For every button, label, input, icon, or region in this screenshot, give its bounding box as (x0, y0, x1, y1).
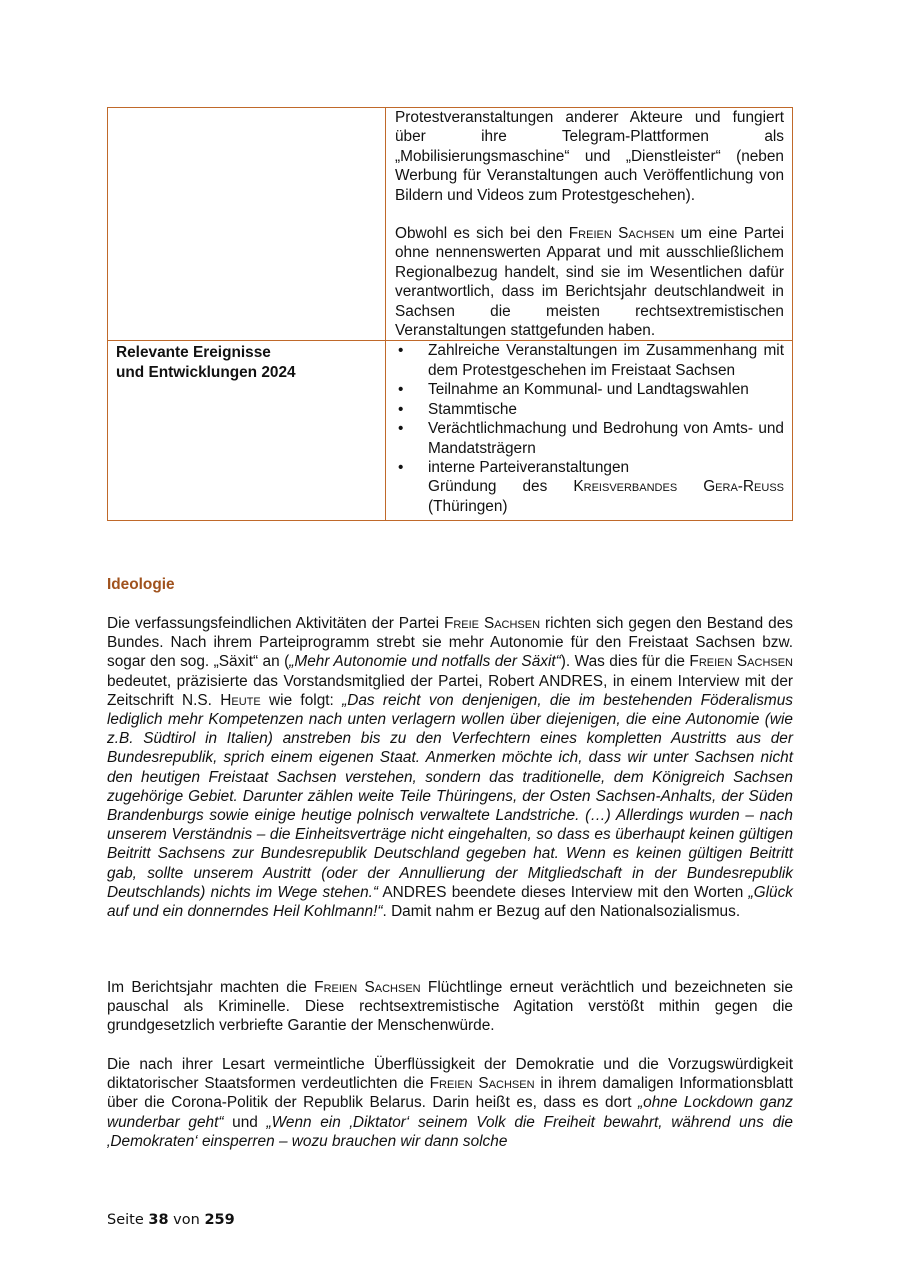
ideology-paragraph-1: Die verfassungsfeindlichen Aktivitäten der Partei Freie Sachsen richten sich gegen den Bestand des Bundes. Nach ihrem Parteiprogramm strebt sie mehr Autonomie für den Freistaat Sachsen bzw. sogar den sog. „Säxit“ an („Mehr Autonomie und notfalls der Säxit“). Was dies für die Freien Sachsen bedeutet, präzisierte das Vorstandsmitglied der Partei, Robert ANDRES, in einem Interview mit der Zeitschrift N.S. Heute wie folgt: „Das reicht von denjenigen, die im bestehenden Föderalismus lediglich mehr Kompetenzen nach unten verlagern wollen über diejenigen, die eine Autonomie (wie z.B. Südtirol in Italien) anstreben bis zu den Verfechtern eines kompletten Austritts aus der Bundesrepublik, sprich einem eigenen Staat. Anmerken möchte ich, dass wir unter Sachsen nicht den heutigen Freistaat Sachsen verstehen, sondern das traditionelle, dem Königreich Sachsen zugehörige Gebiet. Darunter zählen weite Teile Thüringens, der Osten Sachsen-Anhalts, der Süden Brandenburgs sowie einige heutige polnisch verwaltete Landstriche. (…) Allerdings wurden – nach unserem Verständnis – die Einheitsverträge nicht eingehalten, so dass es überhaupt keinen gültigen Beitritt Sachsens zur Bundesrepublik Deutschland gegeben hat. Wenn es keinen gültigen Beitritt gab, sollte unserem Austritt (oder der Annullierung der Mitgliedschaft in der Bundesrepublik Deutschlands) nichts im Wege stehen.“ ANDRES beendete dieses Interview mit den Worten „Glück auf und ein donnerndes Heil Kohlmann!“. Damit nahm er Bezug auf den Nationalsozialismus. (107, 615, 794, 921)
info-table (107, 107, 793, 521)
table-cell-label (108, 341, 386, 521)
page-number: 38 (148, 1212, 169, 1228)
section-title: Ideologie (107, 576, 175, 593)
bullet-icon: • (398, 458, 404, 476)
description-paragraph-2: Obwohl es sich bei den Freien Sachsen um eine Partei ohne nennenswerten Apparat und mit ausschließlichem Regionalbezug handelt, sind sie im Wesentlichen dafür verantwortlich, dass im Berichtsjahr deutschlandweit in Sachsen die meisten rechtsextremistischen Veranstaltungen stattgefunden haben. (395, 225, 785, 340)
list-item: • Verächtlichmachung und Bedrohung von Amts- und Mandatsträgern (398, 420, 784, 457)
table-cell-description (386, 108, 793, 341)
list-item: • Stammtische (398, 400, 517, 418)
table-row (108, 341, 793, 521)
list-item-continuation: Gründung des Kreisverbandes Gera-Reuß (Thüringen) (428, 478, 784, 515)
page-total: 259 (204, 1212, 235, 1228)
table-cell-empty (108, 108, 386, 341)
bullet-icon: • (398, 420, 404, 438)
page-footer: Seite 38 von 259 (107, 1212, 235, 1228)
bullet-icon: • (398, 342, 404, 360)
label-line-2: und Entwicklungen 2024 (116, 363, 296, 381)
list-item: • interne Parteiveranstaltungen (398, 458, 630, 476)
ideology-paragraph-2: Im Berichtsjahr machten die Freien Sachsen Flüchtlinge erneut verächtlich und bezeichneten sie pauschal als Kriminelle. Diese rechtsextremistische Agitation verstößt mithin gegen die grundgesetzlich verbriefte Garantie der Menschenwürde. (107, 979, 794, 1035)
table-row (108, 108, 793, 341)
events-list (386, 341, 792, 516)
ideology-paragraph-3: Die nach ihrer Lesart vermeintliche Überflüssigkeit der Demokratie und die Vorzugswürdigkeit diktatorischer Staatsformen verdeutlichten die Freien Sachsen in ihrem damaligen Informationsblatt über die Corona-Politik der Republik Belarus. Darin heißt es, dass es dort „ohne Lockdown ganz wunderbar geht“ und „Wenn ein ‚Diktator‘ seinem Volk die Freiheit bewahrt, während uns die ‚Demokraten‘ einsperren – wozu brauchen wir dann solche (107, 1056, 794, 1150)
bullet-icon: • (398, 381, 404, 399)
list-item: • Teilnahme an Kommunal- und Landtagswahlen (398, 381, 749, 399)
label-line-1: Relevante Ereignisse (116, 344, 271, 362)
list-item: • Zahlreiche Veranstaltungen im Zusammenhang mit dem Protestgeschehen im Freistaat Sachsen (398, 342, 784, 379)
table-cell-events (386, 341, 793, 521)
bullet-icon: • (398, 400, 404, 418)
description-paragraph-1: Protestveranstaltungen anderer Akteure und fungiert über ihre Telegram-Plattformen als „Mobilisierungsmaschine“ und „Dienstleister“ (neben Werbung für Veranstaltungen auch Veröffentlichung von Bildern und Videos zum Protestgeschehen). (395, 109, 784, 204)
